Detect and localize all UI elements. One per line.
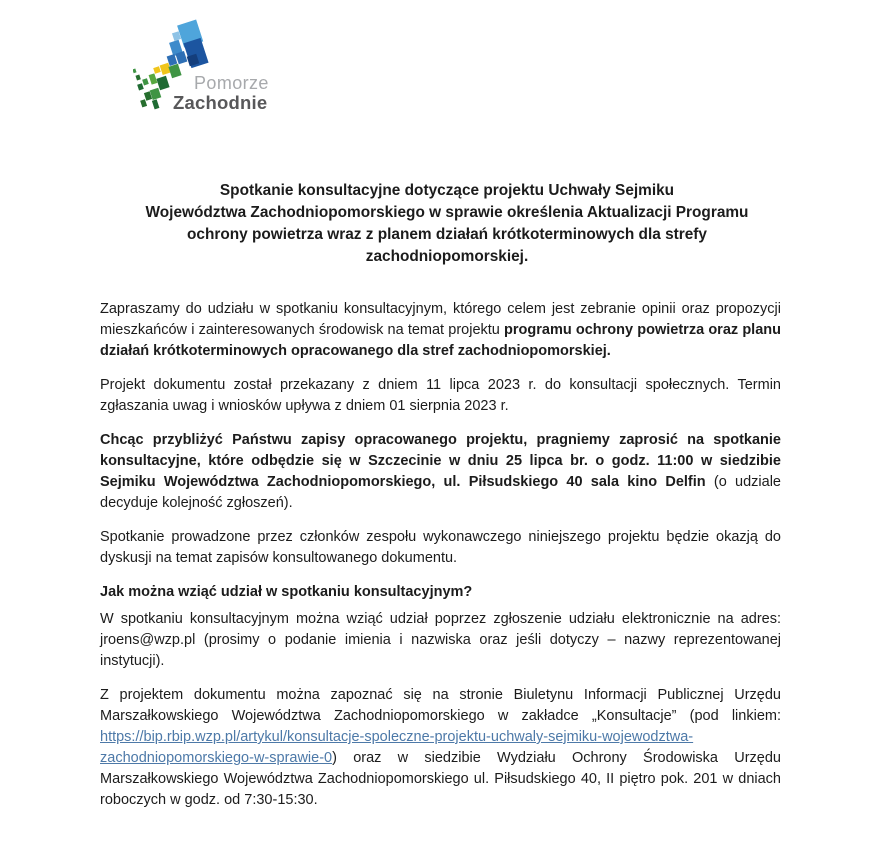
text-run: Z projektem dokumentu można zapoznać się na stronie Biuletynu Informacji Publicznej Urzędu Marszałkowskiego Województwa Zachodniopomorskiego w zakładce „Konsultacje” (pod linkiem: [100,687,781,724]
text-run: programu ochrony powietrza oraz planu działań krótkoterminowych opracowanego dla stref zachodniopomorskiej. [100,322,781,359]
paragraph-deadline [100,375,781,417]
logo-wordmark [173,74,269,113]
text-run: W spotkaniu konsultacyjnym można wziąć udział poprzez zgłoszenie udziału elektronicznie na adres: jroens@wzp.pl (prosimy o podanie imienia i nazwiska oraz jeśli dotyczy – nazwy reprezentowanej instytucji). [100,611,781,669]
logo-text-zachodnie: Zachodnie [173,92,268,113]
title-line-2: Województwa Zachodniopomorskiego w sprawie określenia Aktualizacji Programu [145,204,749,221]
text-run: Zapraszamy do udziału w spotkaniu konsultacyjnym, którego celem jest zebranie opinii oraz propozycji mieszkańców i zainteresowanych środowisk na temat projektu [100,301,781,338]
logo-text-pomorze: Pomorze [194,73,269,93]
title-line-3: ochrony powietrza wraz z planem działań krótkoterminowych dla strefy [187,226,707,243]
document-body [100,299,781,824]
text-run: Jak można wziąć udział w spotkaniu konsultacyjnym? [100,584,473,600]
paragraph-invitation [100,430,781,514]
text-run: Chcąc przybliżyć Państwu zapisy opracowanego projektu, pragniemy zaprosić na spotkanie konsultacyjne, które odbędzie się w Szczecinie w dniu 25 lipca br. o godz. 11:00 w siedzibie Sejmiku Województwa Zachodniopomorskiego, ul. Piłsudskiego 40 sala kino Delfin [100,432,781,490]
text-run: (o udziale decyduje kolejność zgłoszeń). [100,474,781,511]
text-run: ) oraz w siedzibie Wydziału Ochrony Środowiska Urzędu Marszałkowskiego Województwa Zachodniopomorskiego ul. Piłsudskiego 40, II piętro pok. 201 w dniach roboczych w godz. od 7:30-15:30. [100,750,781,808]
pomorze-zachodnie-logo [133,12,433,122]
title-line-4: zachodniopomorskiej. [365,248,529,265]
bip-consultation-link[interactable]: https://bip.rbip.wzp.pl/artykul/konsultacje-spoleczne-projektu-uchwaly-sejmiku-wojewodztwa-zachodniopomorskiego-w-sprawie-0 [100,729,694,766]
paragraph-intro [100,299,781,362]
text-run: Projekt dokumentu został przekazany z dniem 11 lipca 2023 r. do konsultacji społecznych. Termin zgłaszania uwag i wniosków upływa z dniem 01 sierpnia 2023 r. [100,377,781,414]
paragraph-how-to-join-heading [100,582,781,603]
document-title [117,180,777,268]
text-run: Spotkanie prowadzone przez członków zespołu wykonawczego niniejszego projektu będzie okazją do dyskusji na temat zapisów konsultowanego dokumentu. [100,529,781,566]
title-line-1: Spotkanie konsultacyjne dotyczące projektu Uchwały Sejmiku [219,182,675,199]
paragraph-where-to-read [100,685,781,811]
paragraph-registration [100,609,781,672]
paragraph-discussion [100,527,781,569]
